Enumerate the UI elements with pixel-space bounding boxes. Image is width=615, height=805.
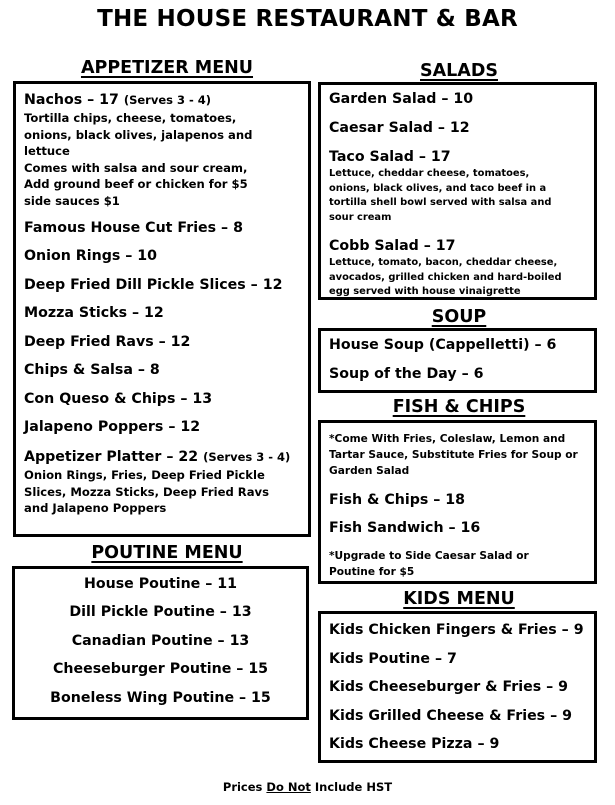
fish-chips-note: *Come With Fries, Coleslaw, Lemon and Tartar Sauce, Substitute Fries for Soup or Garden Salad bbox=[329, 433, 578, 478]
appetizer-item-mozza: Mozza Sticks – 12 bbox=[24, 305, 164, 321]
appetizer-box bbox=[13, 81, 311, 537]
platter-name: Appetizer Platter – 22 bbox=[24, 449, 199, 465]
poutine-item-dill-pickle: Dill Pickle Poutine – 13 bbox=[69, 604, 252, 620]
salad-item-cobb: Cobb Salad – 17 bbox=[329, 238, 456, 254]
appetizer-item-dill-pickle: Deep Fried Dill Pickle Slices – 12 bbox=[24, 277, 283, 293]
fish-chips-box bbox=[318, 420, 597, 584]
poutine-item-boneless-wing: Boneless Wing Poutine – 15 bbox=[50, 690, 271, 706]
soup-box bbox=[318, 328, 597, 393]
kids-item-cheeseburger: Kids Cheeseburger & Fries – 9 bbox=[329, 679, 569, 695]
nachos-serves-note: (Serves 3 - 4) bbox=[123, 93, 212, 107]
fish-item-fish-chips: Fish & Chips – 18 bbox=[329, 492, 466, 508]
poutine-item-house: House Poutine – 11 bbox=[83, 576, 238, 592]
fish-item-sandwich: Fish Sandwich – 16 bbox=[329, 520, 481, 536]
nachos-item bbox=[24, 92, 211, 108]
salad-item-garden: Garden Salad – 10 bbox=[329, 91, 474, 107]
footer-suffix: Include HST bbox=[310, 780, 393, 794]
appetizer-item-jalapeno: Jalapeno Poppers – 12 bbox=[24, 419, 201, 435]
nachos-description: Tortilla chips, cheese, tomatoes, onions, black olives, jalapenos and lettuce Comes with salsa and sour cream, Add ground beef or chicken for $5 side sauces $1 bbox=[24, 111, 253, 208]
poutine-heading: POUTINE MENU bbox=[91, 543, 243, 563]
footer-emphasis: Do Not bbox=[266, 780, 311, 794]
poutine-item-cheeseburger: Cheeseburger Poutine – 15 bbox=[52, 661, 269, 677]
fish-chips-heading: FISH & CHIPS bbox=[392, 397, 526, 417]
restaurant-title: THE HOUSE RESTAURANT & BAR bbox=[97, 6, 518, 32]
appetizer-item-ravs: Deep Fried Ravs – 12 bbox=[24, 334, 191, 350]
appetizer-heading: APPETIZER MENU bbox=[80, 58, 254, 78]
taco-salad-description: Lettuce, cheddar cheese, tomatoes, onions, black olives, and taco beef in a tortilla shell bowl served with salsa and sour cream bbox=[329, 168, 552, 223]
appetizer-item-con-queso: Con Queso & Chips – 13 bbox=[24, 391, 213, 407]
appetizer-item-fries: Famous House Cut Fries – 8 bbox=[24, 220, 243, 236]
fish-upgrade-note: *Upgrade to Side Caesar Salad or Poutine for $5 bbox=[329, 550, 529, 579]
poutine-box bbox=[12, 566, 309, 720]
price-footer bbox=[0, 780, 615, 794]
kids-box bbox=[318, 611, 597, 763]
kids-heading: KIDS MENU bbox=[403, 589, 515, 609]
kids-item-cheese-pizza: Kids Cheese Pizza – 9 bbox=[329, 736, 500, 752]
nachos-name: Nachos – 17 bbox=[24, 92, 119, 108]
salad-item-caesar: Caesar Salad – 12 bbox=[329, 120, 470, 136]
cobb-salad-description: Lettuce, tomato, bacon, cheddar cheese, avocados, grilled chicken and hard-boiled egg served with house vinaigrette bbox=[329, 257, 562, 298]
appetizer-item-onion-rings: Onion Rings – 10 bbox=[24, 248, 158, 264]
footer-prefix: Prices bbox=[222, 780, 267, 794]
appetizer-item-chips-salsa: Chips & Salsa – 8 bbox=[24, 362, 160, 378]
kids-item-chicken-fingers: Kids Chicken Fingers & Fries – 9 bbox=[329, 622, 584, 638]
kids-item-poutine: Kids Poutine – 7 bbox=[329, 651, 457, 667]
salads-heading: SALADS bbox=[420, 61, 498, 81]
salads-box bbox=[318, 82, 597, 300]
soup-heading: SOUP bbox=[431, 307, 487, 327]
platter-description: Onion Rings, Fries, Deep Fried Pickle Slices, Mozza Sticks, Deep Fried Ravs and Jalapeno Poppers bbox=[24, 468, 269, 515]
kids-item-grilled-cheese: Kids Grilled Cheese & Fries – 9 bbox=[329, 708, 572, 724]
platter-serves-note: (Serves 3 - 4) bbox=[203, 450, 291, 464]
platter-item bbox=[24, 449, 290, 465]
soup-item-house: House Soup (Cappelletti) – 6 bbox=[329, 337, 557, 353]
poutine-item-canadian: Canadian Poutine – 13 bbox=[71, 633, 250, 649]
salad-item-taco: Taco Salad – 17 bbox=[329, 149, 451, 165]
soup-item-of-the-day: Soup of the Day – 6 bbox=[329, 366, 484, 382]
